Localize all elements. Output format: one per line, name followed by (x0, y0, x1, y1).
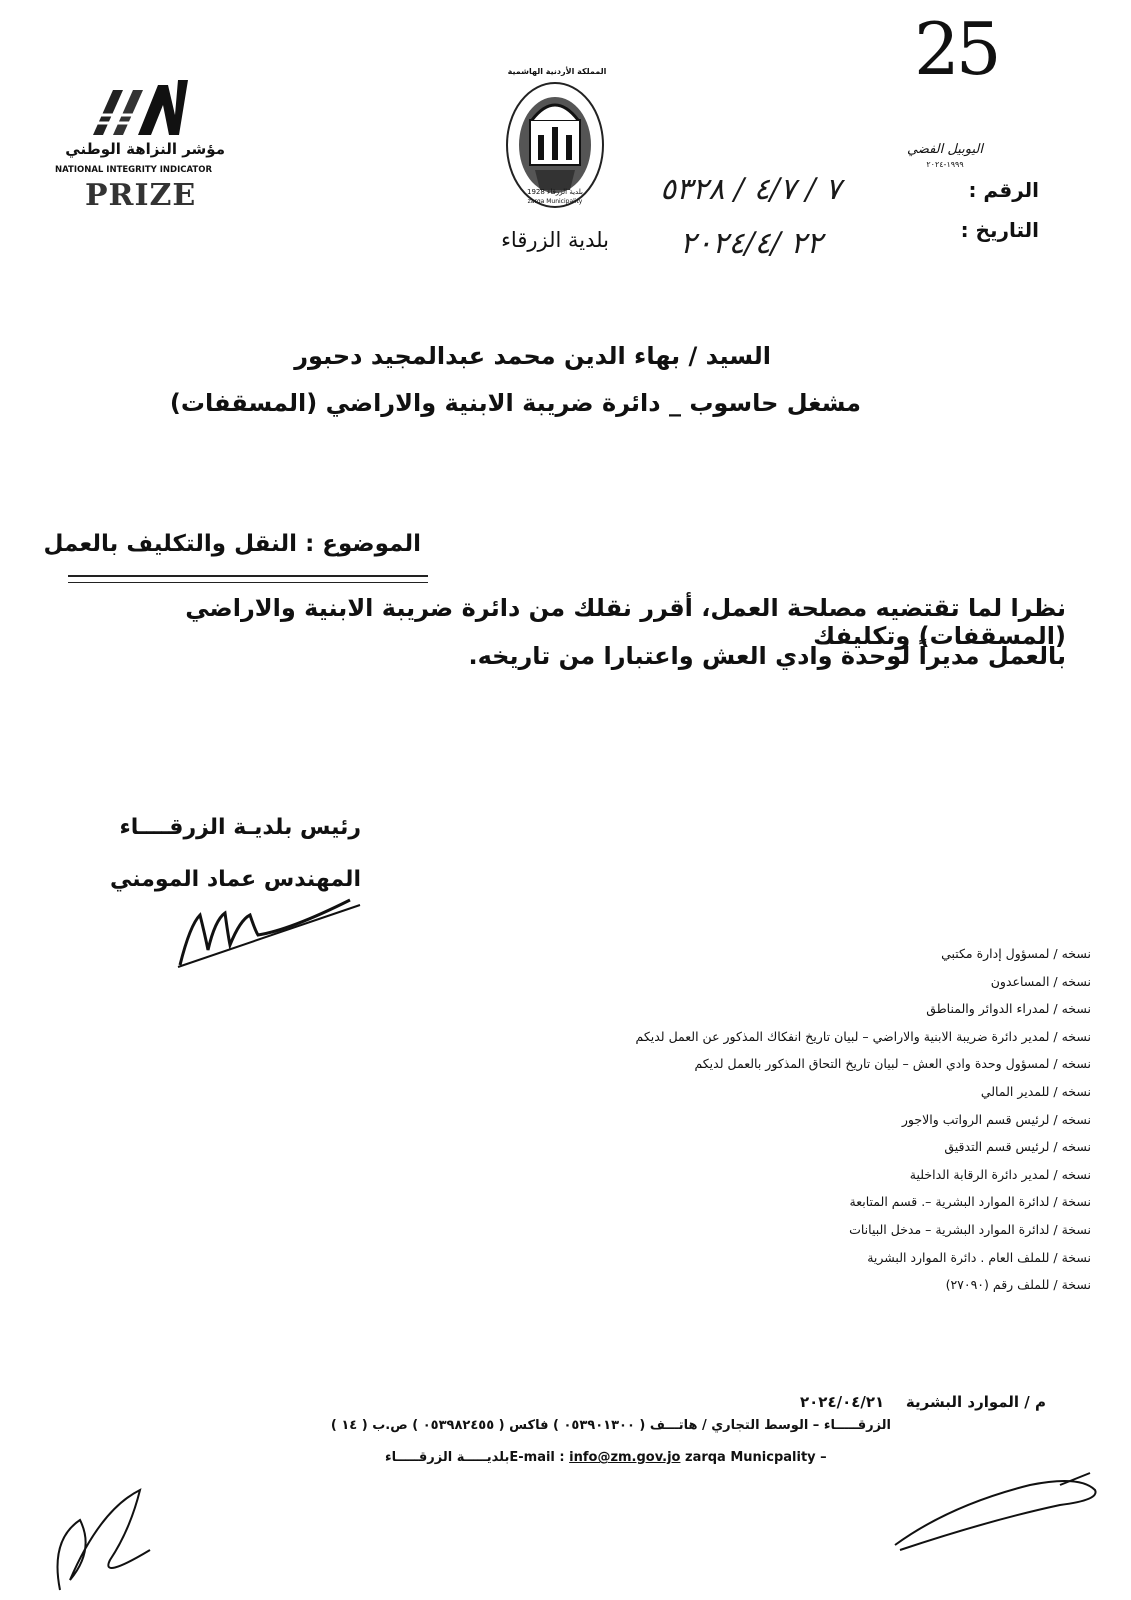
integrity-logo-english: NATIONAL INTEGRITY INDICATOR (55, 165, 212, 175)
integrity-logo-arabic: مؤشر النزاهة الوطني (65, 140, 225, 158)
integrity-emblem-icon (83, 75, 193, 145)
email-label: E-mail : (509, 1450, 565, 1465)
footer-contact (385, 1450, 827, 1465)
date-value: ٢٠٢٤/٤/ ٢٢ (680, 226, 823, 261)
jubilee-years: ١٩٩٩-٢٠٢٤ (926, 160, 964, 169)
jubilee-numeral: 25 (914, 7, 998, 91)
prepared-by: م / الموارد البشرية (905, 1393, 1046, 1411)
copy-item: نسخه / لمسؤول وحدة وادي العش – لبيان تاريخ التحاق المذكور بالعمل لديكم (694, 1056, 1091, 1072)
initials-scribble-right (890, 1465, 1110, 1555)
seal-bottom-text: zarqa Municipality (527, 198, 583, 205)
jubilee-subtitle: اليوبيل الفضي (907, 142, 983, 157)
date-label: التاريخ : (960, 218, 1039, 242)
body-line-1: نظرا لما تقتضيه مصلحة العمل، أقرر نقلك من دائرة ضريبة الابنية والاراضي (المسقفات) وتكليفك (185, 594, 1066, 650)
prize-label: PRIZE (85, 178, 197, 213)
copy-item: نسخة / لدائرة الموارد البشرية –. قسم المتابعة (849, 1194, 1091, 1210)
initials-scribble-left (40, 1460, 160, 1600)
recipient-name: السيد / بهاء الدين محمد عبدالمجيد دحبور (294, 342, 771, 370)
copies-list (371, 940, 1091, 1299)
silver-jubilee-logo (900, 7, 1010, 170)
reference-label: الرقم : (968, 178, 1039, 202)
signatory-name: المهندس عماد المومني (110, 867, 361, 892)
copy-item: نسخة / للملف العام . دائرة الموارد البشرية (867, 1249, 1091, 1265)
footer-address: الزرقـــــاء – الوسط التجاري / هاتـــف ( ٠٥٣٩٠١٣٠٠ ) فاكس ( ٠٥٣٩٨٢٤٥٥ ) ص.ب ( ١٤ ) (330, 1418, 891, 1433)
copy-item: نسخه / لمدراء الدوائر والمناطق (926, 1001, 1091, 1017)
subject-underline-2 (68, 582, 428, 583)
signatory-title: رئيس بلديـة الزرقــــاء (119, 815, 361, 840)
copy-item: نسخة / للملف رقم (٢٧٠٩٠) (945, 1277, 1091, 1293)
copy-item: نسخة / لدائرة الموارد البشرية – مدخل البيانات (849, 1221, 1091, 1237)
footer-org-ar: بلديـــــة الزرقـــــاء (385, 1450, 510, 1465)
copy-item: نسخه / للمدير المالي (980, 1083, 1091, 1099)
integrity-indicator-logo (55, 70, 235, 220)
copy-item: نسخه / لمدير دائرة الرقابة الداخلية (909, 1166, 1091, 1182)
copy-item: نسخه / لرئيس قسم التدقيق (944, 1139, 1091, 1155)
copy-item: نسخه / لمدير دائرة ضريبة الابنية والاراضي – لبيان تاريخ انفكاك المذكور عن العمل لديكم (635, 1028, 1091, 1044)
copy-item: نسخه / لرئيس قسم الرواتب والاجور (901, 1111, 1091, 1127)
subject-line: الموضوع : النقل والتكليف بالعمل (43, 531, 421, 557)
seal-top-text: المملكة الأردنية الهاشمية (507, 67, 607, 76)
reference-number: ٥٣٢٨ / ٤/٧ / ٧ (660, 172, 842, 207)
email-link[interactable]: info@zm.gov.jo (569, 1450, 681, 1465)
recipient-position: مشغل حاسوب _ دائرة ضريبة الابنية والاراضي (المسقفات) (169, 389, 861, 417)
copy-item: نسخه / لمسؤول إدارة مكتبي (941, 946, 1091, 961)
prepared-date: ٢٠٢٤/٠٤/٢١ (800, 1393, 885, 1411)
footer-org-en: zarqa Municpality – (685, 1450, 827, 1465)
municipality-caption: بلدية الزرقاء (501, 228, 609, 252)
zarqa-municipality-logo (480, 65, 640, 265)
seal-inner-text: بلدية الزرقاء 1928 (526, 188, 583, 196)
signature-scribble (170, 895, 370, 975)
subject-underline (68, 575, 428, 577)
body-line-2: بالعمل مديراً لوحدة وادي العش واعتبارا من تاريخه. (468, 642, 1066, 670)
copy-item: نسخه / المساعدون (990, 973, 1091, 989)
